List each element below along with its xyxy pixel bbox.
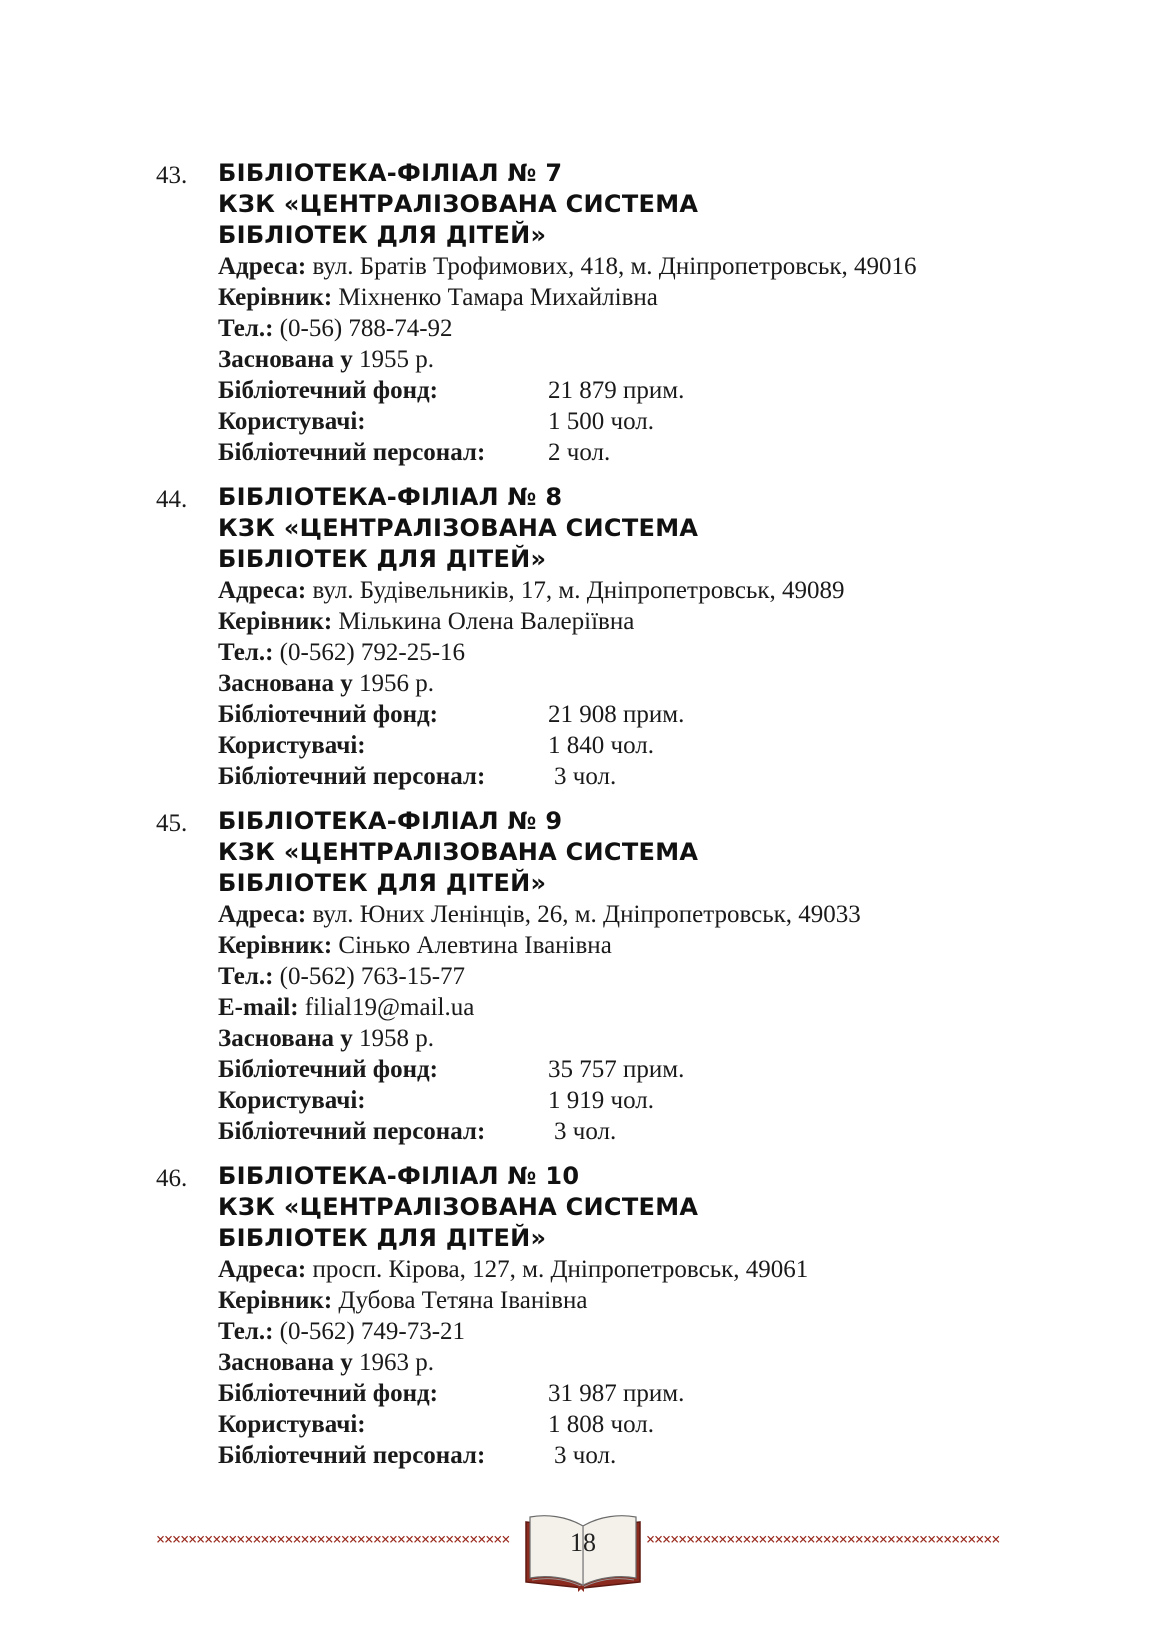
staff-label: Бібліотечний персонал: [218, 1442, 486, 1469]
users-label: Користувачі: [218, 1087, 366, 1114]
head-row [218, 282, 1164, 313]
staff-value: 3 чол. [554, 1442, 617, 1469]
entry-title-line: БІБЛІОТЕКА-ФІЛІАЛ № 7 [218, 159, 563, 187]
fund-value: 31 987 прим. [548, 1380, 685, 1407]
address-label: Адреса: [218, 901, 307, 928]
fund-row [218, 1378, 1164, 1409]
phone-row [218, 1316, 1164, 1347]
entry-title-line: КЗК «ЦЕНТРАЛІЗОВАНА СИСТЕМА [218, 1193, 699, 1221]
head-row [218, 1285, 1164, 1316]
phone-label: Тел.: [218, 315, 274, 342]
head-value: Міхненко Тамара Михайлівна [338, 284, 658, 311]
fund-row [218, 1054, 1164, 1085]
head-value: Дубова Тетяна Іванівна [338, 1287, 588, 1314]
entry-title-line: КЗК «ЦЕНТРАЛІЗОВАНА СИСТЕМА [218, 190, 699, 218]
entry-number: 45. [156, 810, 188, 837]
entry-title-line: БІБЛІОТЕК ДЛЯ ДІТЕЙ» [218, 221, 547, 249]
users-value: 1 919 чол. [548, 1087, 654, 1114]
users-row [218, 730, 1164, 761]
staff-label: Бібліотечний персонал: [218, 763, 486, 790]
address-row [218, 575, 1164, 606]
founded-value: 1958 р. [358, 1025, 434, 1052]
entry-number: 43. [156, 162, 188, 189]
staff-row [218, 761, 1164, 792]
founded-label: Заснована у [218, 1025, 353, 1052]
users-value: 1 808 чол. [548, 1411, 654, 1438]
users-label: Користувачі: [218, 732, 366, 759]
fund-value: 21 908 прим. [548, 701, 685, 728]
users-row [218, 1085, 1164, 1116]
cross-stitch-ornament-right: ×××××××××××××××××××××××××××××××××××××××××××× [646, 1532, 1000, 1546]
phone-value: (0-56) 788-74-92 [279, 315, 453, 342]
staff-row [218, 437, 1164, 468]
email-label: E-mail: [218, 994, 299, 1021]
fund-label: Бібліотечний фонд: [218, 701, 438, 728]
head-value: Сінько Алевтина Іванівна [338, 932, 612, 959]
entry-title-line: БІБЛІОТЕКА-ФІЛІАЛ № 8 [218, 483, 563, 511]
fund-label: Бібліотечний фонд: [218, 1056, 438, 1083]
staff-row [218, 1116, 1164, 1147]
fund-value: 35 757 прим. [548, 1056, 685, 1083]
phone-value: (0-562) 763-15-77 [279, 963, 466, 990]
address-row [218, 251, 1164, 282]
entry-title-line: БІБЛІОТЕКА-ФІЛІАЛ № 9 [218, 807, 563, 835]
phone-row [218, 637, 1164, 668]
users-value: 1 840 чол. [548, 732, 654, 759]
phone-label: Тел.: [218, 963, 274, 990]
phone-label: Тел.: [218, 639, 274, 666]
founded-value: 1963 р. [358, 1349, 434, 1376]
address-label: Адреса: [218, 1256, 307, 1283]
entry-number: 44. [156, 486, 188, 513]
founded-row [218, 1347, 1164, 1378]
address-value: вул. Будівельників, 17, м. Дніпропетровськ, 49089 [312, 577, 845, 604]
phone-row [218, 961, 1164, 992]
staff-label: Бібліотечний персонал: [218, 439, 486, 466]
address-label: Адреса: [218, 253, 307, 280]
fund-value: 21 879 прим. [548, 377, 685, 404]
founded-row [218, 1023, 1164, 1054]
users-label: Користувачі: [218, 1411, 366, 1438]
address-row [218, 899, 1164, 930]
staff-value: 3 чол. [554, 763, 617, 790]
entry-title-line: БІБЛІОТЕКА-ФІЛІАЛ № 10 [218, 1162, 580, 1190]
entry-title-line: БІБЛІОТЕК ДЛЯ ДІТЕЙ» [218, 545, 547, 573]
address-value: вул. Братів Трофимових, 418, м. Дніпропетровськ, 49016 [312, 253, 917, 280]
head-value: Мількина Олена Валеріївна [338, 608, 635, 635]
founded-label: Заснована у [218, 1349, 353, 1376]
entry-title-line: БІБЛІОТЕК ДЛЯ ДІТЕЙ» [218, 869, 547, 897]
founded-label: Заснована у [218, 670, 353, 697]
phone-row [218, 313, 1164, 344]
fund-label: Бібліотечний фонд: [218, 377, 438, 404]
fund-label: Бібліотечний фонд: [218, 1380, 438, 1407]
founded-value: 1955 р. [358, 346, 434, 373]
phone-value: (0-562) 792-25-16 [279, 639, 466, 666]
founded-value: 1956 р. [358, 670, 434, 697]
email-value[interactable]: filial19@mail.ua [304, 994, 475, 1021]
founded-label: Заснована у [218, 346, 353, 373]
library-entry [0, 1161, 1164, 1471]
address-row [218, 1254, 1164, 1285]
address-value: вул. Юних Ленінців, 26, м. Дніпропетровськ, 49033 [312, 901, 861, 928]
entry-number: 46. [156, 1165, 188, 1192]
users-row [218, 1409, 1164, 1440]
users-row [218, 406, 1164, 437]
email-row [218, 992, 1164, 1023]
founded-row [218, 668, 1164, 699]
cross-stitch-ornament-left: ×××××××××××××××××××××××××××××××××××××××××××× [156, 1532, 510, 1546]
address-value: просп. Кірова, 127, м. Дніпропетровськ, 49061 [312, 1256, 809, 1283]
head-row [218, 606, 1164, 637]
staff-value: 3 чол. [554, 1118, 617, 1145]
phone-label: Тел.: [218, 1318, 274, 1345]
entry-title-line: КЗК «ЦЕНТРАЛІЗОВАНА СИСТЕМА [218, 514, 699, 542]
users-value: 1 500 чол. [548, 408, 654, 435]
head-label: Керівник: [218, 284, 333, 311]
page-number: 18 [570, 1528, 596, 1557]
phone-value: (0-562) 749-73-21 [279, 1318, 466, 1345]
founded-row [218, 344, 1164, 375]
page-footer [0, 1508, 1164, 1598]
library-entry [0, 806, 1164, 1147]
entry-title-line: БІБЛІОТЕК ДЛЯ ДІТЕЙ» [218, 1224, 547, 1252]
library-entry [0, 158, 1164, 468]
library-entries [0, 158, 1164, 1485]
users-label: Користувачі: [218, 408, 366, 435]
fund-row [218, 699, 1164, 730]
head-label: Керівник: [218, 608, 333, 635]
entry-title-line: КЗК «ЦЕНТРАЛІЗОВАНА СИСТЕМА [218, 838, 699, 866]
head-label: Керівник: [218, 1287, 333, 1314]
head-row [218, 930, 1164, 961]
staff-label: Бібліотечний персонал: [218, 1118, 486, 1145]
address-label: Адреса: [218, 577, 307, 604]
fund-row [218, 375, 1164, 406]
head-label: Керівник: [218, 932, 333, 959]
staff-row [218, 1440, 1164, 1471]
staff-value: 2 чол. [548, 439, 611, 466]
library-entry [0, 482, 1164, 792]
